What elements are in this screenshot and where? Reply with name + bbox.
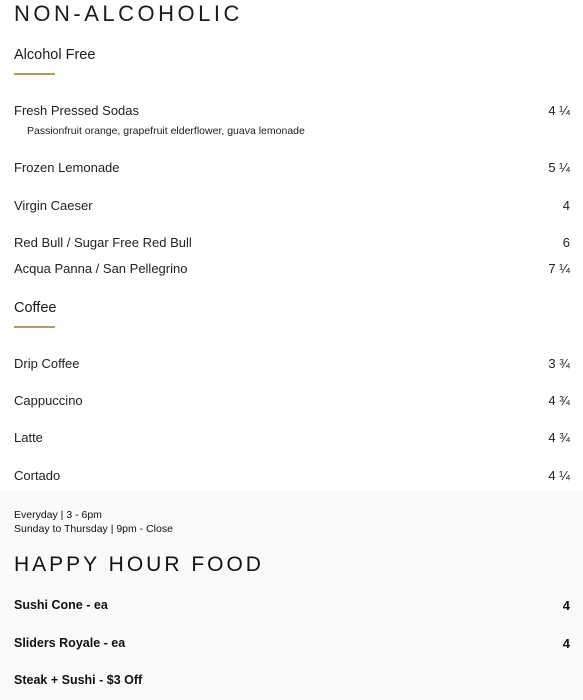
- food-item-name: Sliders Royale - ea: [14, 636, 126, 650]
- page-title: NON-ALCOHOLIC: [14, 1, 243, 26]
- menu-item-name: Latte: [14, 430, 43, 445]
- menu-item-price: 3 ¾: [548, 356, 570, 371]
- section-divider: [14, 326, 55, 328]
- food-item-price: 4: [562, 636, 570, 651]
- menu-item-description: Passionfruit orange, grapefruit elderflower, guava lemonade: [27, 125, 305, 137]
- menu-item-name: Frozen Lemonade: [14, 160, 120, 175]
- section-divider: [14, 73, 55, 75]
- section-title-alcohol-free: Alcohol Free: [14, 47, 96, 63]
- happy-hour-title: HAPPY HOUR FOOD: [14, 553, 264, 576]
- menu-item-price: 4: [562, 198, 570, 213]
- menu-item-price: 6: [562, 235, 570, 250]
- menu-item-name: Drip Coffee: [14, 356, 80, 371]
- menu-item-price: 4 ¾: [548, 393, 570, 408]
- happy-hour-time-line: Everyday | 3 - 6pm: [14, 509, 102, 521]
- menu-item-name: Fresh Pressed Sodas: [14, 103, 140, 118]
- menu-item-name: Cortado: [14, 468, 61, 483]
- food-item-name: Sushi Cone - ea: [14, 598, 108, 612]
- happy-hour-times: [14, 508, 173, 536]
- menu-item-name: Acqua Panna / San Pellegrino: [14, 261, 188, 276]
- happy-hour-time-line: Sunday to Thursday | 9pm - Close: [14, 523, 173, 535]
- menu-item-price: 7 ¼: [548, 261, 570, 276]
- menu-item-name: Cappuccino: [14, 393, 83, 408]
- food-item-price: 4: [562, 598, 570, 613]
- menu-item-price: 4 ¾: [548, 430, 570, 445]
- menu-item-price: 5 ¼: [548, 160, 570, 175]
- food-item-name: Steak + Sushi - $3 Off: [14, 673, 143, 687]
- menu-item-price: 4 ¼: [548, 103, 570, 118]
- menu-item-price: 4 ¼: [548, 468, 570, 483]
- section-title-coffee: Coffee: [14, 300, 57, 316]
- menu-item-name: Red Bull / Sugar Free Red Bull: [14, 235, 192, 250]
- menu-item-name: Virgin Caeser: [14, 198, 93, 213]
